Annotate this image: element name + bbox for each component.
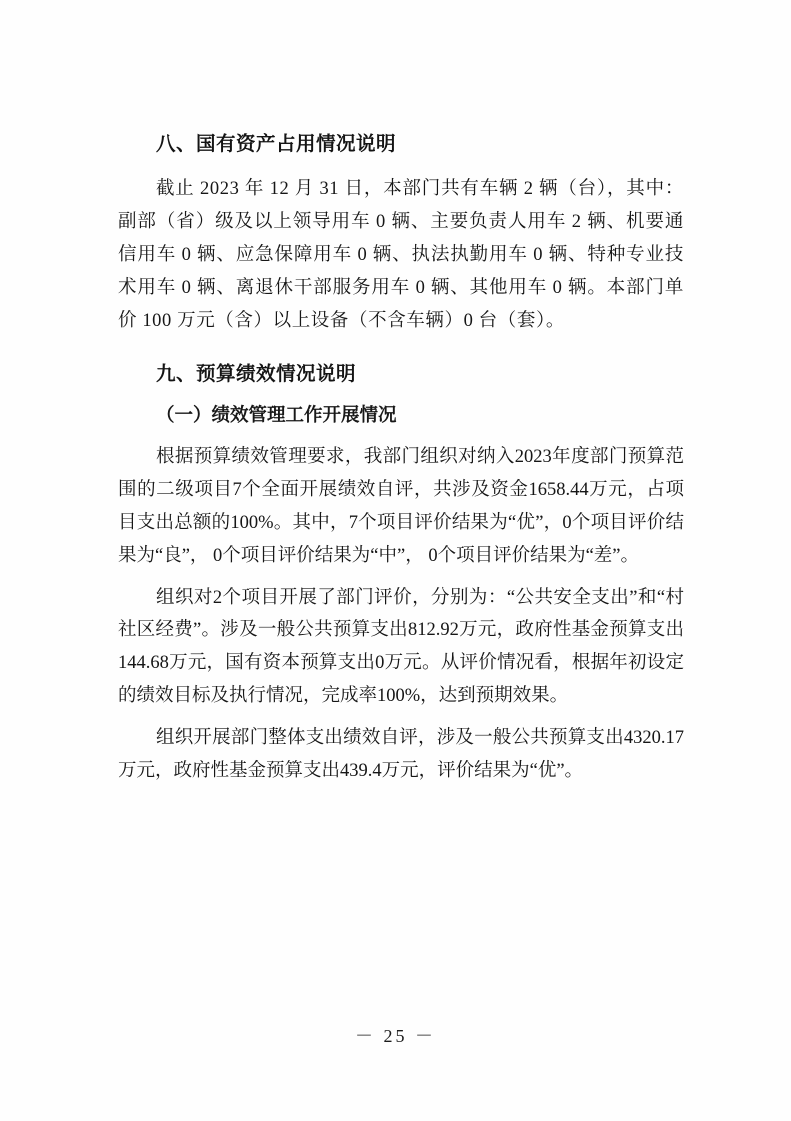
paragraph-overall-expenditure: 组织开展部门整体支出绩效自评，涉及一般公共预算支出4320.17万元，政府性基金预算支出439.4万元，评价结果为“优”。	[118, 728, 684, 782]
section-heading-budget-performance: 九、预算绩效情况说明	[156, 363, 357, 385]
subsection-heading-performance-management: （一）绩效管理工作开展情况	[156, 406, 397, 427]
page-number	[0, 1022, 791, 1048]
paragraph-self-evaluation: 根据预算绩效管理要求，我部门组织对纳入2023年度部门预算范围的二级项目7个全面开展绩效自评，共涉及资金1658.44万元，占项目支出总额的100%。其中，7个项目评价结果为“优”，0个项目评价结果为“良”， 0个项目评价结果为“中”， 0个项目评价结果为“差”。	[118, 446, 684, 566]
paragraph-state-assets: 截止 2023 年 12 月 31 日，本部门共有车辆 2 辆（台），其中：副部（省）级及以上领导用车 0 辆、主要负责人用车 2 辆、机要通信用车 0 辆、应急保障用车 0 辆、执法执勤用车 0 辆、特种专业技术用车 0 辆、离退休干部服务用车 0 辆、其他用车 0 辆。本部门单价 100 万元（含）以上设备（不含车辆）0 台（套）。	[118, 179, 684, 331]
paragraph-department-evaluation: 组织对2个项目开展了部门评价，分别为：“公共安全支出”和“村社区经费”。涉及一般公共预算支出812.92万元，政府性基金预算支出144.68万元，国有资本预算支出0万元。从评价情况看，根据年初设定的绩效目标及执行情况，完成率100%，达到预期效果。	[118, 587, 684, 707]
section-heading-state-assets: 八、国有资产占用情况说明	[156, 134, 397, 155]
document-content	[118, 130, 684, 797]
page-number-text: － 25 －	[355, 1026, 436, 1046]
